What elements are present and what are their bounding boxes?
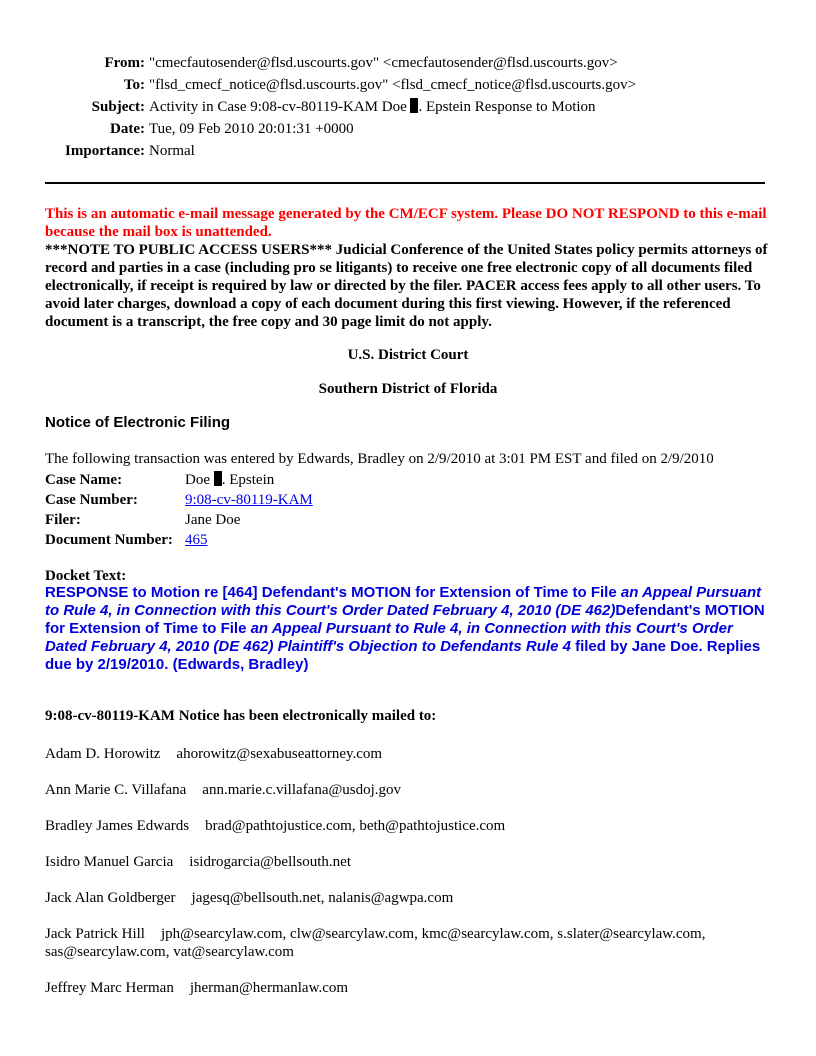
header-divider [45, 182, 765, 184]
recipient-email: ahorowitz@sexabuseattorney.com [176, 746, 383, 762]
subject-label: Subject: [91, 99, 145, 115]
recipient-email: ann.marie.c.villafana@usdoj.gov [202, 782, 402, 798]
case-info [45, 470, 313, 550]
filer-label: Filer: [45, 512, 81, 528]
importance-label: Importance: [65, 143, 145, 159]
email-header [45, 52, 636, 162]
recipient-name: Isidro Manuel Garcia [45, 854, 174, 870]
docket-italic-2: an Appeal Pursuant to Rule 4, in Connection with this Court's Order Dated February 4, 2010 (DE 462) Plaintiff's Objection to Defendants Rule 4 [45, 620, 733, 655]
recipient-name: Jack Alan Goldberger [45, 890, 176, 906]
date-label: Date: [110, 121, 145, 137]
document-number-label: Document Number: [45, 532, 173, 548]
subject-row [45, 96, 636, 118]
recipient-email: jph@searcylaw.com, clw@searcylaw.com, kmc@searcylaw.com, s.slater@searcylaw.com, sas@searcylaw.com, vat@searcylaw.com [45, 926, 706, 960]
filer-value: Jane Doe [185, 512, 241, 528]
mailed-heading: 9:08-cv-80119-KAM Notice has been electronically mailed to: [45, 708, 437, 724]
case-name-part-2: . Epstein [221, 472, 275, 488]
docket-part-1: RESPONSE to Motion re [464] Defendant's MOTION for Extension of Time to File [45, 584, 621, 601]
docket-text [45, 584, 765, 674]
subject-value [149, 99, 596, 115]
recipient-row [45, 889, 775, 907]
importance-row [45, 140, 636, 162]
recipient-email: jagesq@bellsouth.net, nalanis@agwpa.com [191, 890, 454, 906]
recipient-row [45, 853, 775, 871]
docket-italic-1: an Appeal Pursuant to Rule 4, in Connection with this Court's Order Dated February 4, 2010 (DE 462) [45, 584, 762, 619]
from-value: "cmecfautosender@flsd.uscourts.gov" <cmecfautosender@flsd.uscourts.gov> [149, 55, 618, 71]
nef-title: Notice of Electronic Filing [45, 414, 231, 431]
transaction-text: The following transaction was entered by Edwards, Bradley on 2/9/2010 at 3:01 PM EST and filed on 2/9/2010 [45, 451, 714, 467]
recipient-row [45, 979, 775, 997]
filer-row [45, 510, 313, 530]
docket-text-label: Docket Text: [45, 568, 127, 584]
public-access-note: ***NOTE TO PUBLIC ACCESS USERS*** Judicial Conference of the United States policy permits attorneys of record and parties in a case (including pro se litigants) to receive one free electronic copy of all documents filed electronically, if receipt is required by law or directed by the filer. PACER access fees apply to all other users. To avoid later charges, download a copy of each document during this first viewing. However, if the referenced document is a transcript, the free copy and 30 page limit do not apply. [45, 242, 768, 330]
docket-part-3: filed by Jane Doe. Replies due by 2/19/2010. (Edwards, Bradley) [45, 638, 761, 673]
notice-block [45, 205, 773, 331]
recipient-row [45, 781, 775, 799]
recipient-email: brad@pathtojustice.com, beth@pathtojustice.com [205, 818, 506, 834]
date-row [45, 118, 636, 140]
to-value: "flsd_cmecf_notice@flsd.uscourts.gov" <flsd_cmecf_notice@flsd.uscourts.gov> [149, 77, 637, 93]
case-name-row [45, 470, 313, 490]
date-value: Tue, 09 Feb 2010 20:01:31 +0000 [149, 121, 354, 137]
case-number-row [45, 490, 313, 510]
case-name-part-1: Doe [185, 472, 210, 488]
recipient-row [45, 925, 775, 961]
auto-warning: This is an automatic e-mail message generated by the CM/ECF system. Please DO NOT RESPOND to this e-mail because the mail box is unattended. [45, 206, 767, 240]
to-label: To: [123, 77, 145, 93]
from-row [45, 52, 636, 74]
subject-part-2: . Epstein Response to Motion [418, 99, 596, 115]
document-number-row [45, 530, 313, 550]
recipient-row [45, 817, 775, 835]
district-name: Southern District of Florida [318, 381, 498, 397]
subject-part-1: Activity in Case 9:08-cv-80119-KAM Doe [149, 99, 407, 115]
recipient-row [45, 745, 775, 763]
case-name-label: Case Name: [45, 472, 123, 488]
recipient-name: Bradley James Edwards [45, 818, 190, 834]
document-number-link[interactable]: 465 [185, 532, 208, 548]
case-number-label: Case Number: [45, 492, 138, 508]
from-label: From: [104, 55, 145, 71]
to-row [45, 74, 636, 96]
docket-part-2: Defendant's MOTION for Extension of Time to File [45, 602, 765, 637]
case-number-link[interactable]: 9:08-cv-80119-KAM [185, 492, 313, 508]
recipient-email: isidrogarcia@bellsouth.net [189, 854, 351, 870]
redaction-block [214, 471, 222, 486]
recipient-name: Jack Patrick Hill [45, 926, 145, 942]
court-name: U.S. District Court [347, 347, 469, 363]
recipient-name: Adam D. Horowitz [45, 746, 161, 762]
importance-value: Normal [149, 143, 195, 159]
recipient-name: Ann Marie C. Villafana [45, 782, 187, 798]
recipient-email: jherman@hermanlaw.com [189, 980, 349, 996]
recipient-name: Jeffrey Marc Herman [45, 980, 174, 996]
